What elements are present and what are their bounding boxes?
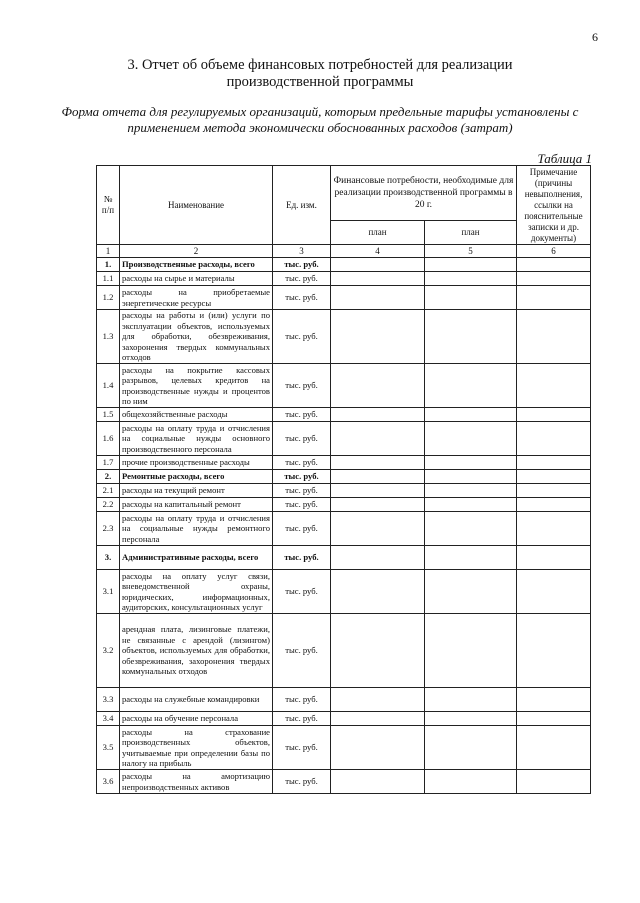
row-name: расходы на оплату услуг связи, вневедомственной охраны, юридических, информационных, аудиторских, консультационных услуг [120, 570, 273, 614]
row-name: расходы на обучение персонала [120, 712, 273, 726]
row-plan-2-value [425, 364, 517, 408]
row-plan-1-value [331, 512, 425, 546]
row-plan-1-value [331, 272, 425, 286]
row-plan-1-value [331, 498, 425, 512]
row-plan-1-value [331, 570, 425, 614]
row-plan-2-value [425, 272, 517, 286]
row-plan-1-value [331, 456, 425, 470]
row-plan-2-value [425, 408, 517, 422]
row-note [517, 286, 591, 310]
row-number: 1.2 [97, 286, 120, 310]
row-number: 3.5 [97, 726, 120, 770]
row-note [517, 512, 591, 546]
document-title: 3. Отчет об объеме финансовых потребностей для реализации производственной программы [127, 57, 513, 90]
row-note [517, 614, 591, 688]
row-number: 1. [97, 258, 120, 272]
row-plan-2-value [425, 512, 517, 546]
table-row [97, 272, 591, 286]
row-unit: тыс. руб. [273, 456, 331, 470]
row-unit: тыс. руб. [273, 546, 331, 570]
row-name: расходы на амортизацию непроизводственных активов [120, 770, 273, 794]
header-financial-needs: Финансовые потребности, необходимые для реализации производственной программы в 20 г. [331, 166, 517, 221]
row-plan-1-value [331, 258, 425, 272]
row-unit: тыс. руб. [273, 272, 331, 286]
row-number: 1.5 [97, 408, 120, 422]
header-plan-1: план [331, 221, 425, 245]
row-note [517, 310, 591, 364]
table-row [97, 484, 591, 498]
row-unit: тыс. руб. [273, 712, 331, 726]
row-plan-2-value [425, 470, 517, 484]
row-number: 1.3 [97, 310, 120, 364]
row-name: расходы на текущий ремонт [120, 484, 273, 498]
row-note [517, 258, 591, 272]
row-unit: тыс. руб. [273, 512, 331, 546]
row-plan-1-value [331, 422, 425, 456]
row-plan-2-value [425, 258, 517, 272]
row-note [517, 498, 591, 512]
row-number: 3.6 [97, 770, 120, 794]
table-row [97, 470, 591, 484]
row-plan-1-value [331, 614, 425, 688]
row-name: прочие производственные расходы [120, 456, 273, 470]
table-row [97, 570, 591, 614]
row-name: арендная плата, лизинговые платежи, не связанные с арендой (лизингом) объектов, используемых для обработки, обезвреживания, захоронения твердых коммунальных отходов [120, 614, 273, 688]
header-unit: Ед. изм. [273, 166, 331, 245]
row-note [517, 456, 591, 470]
row-plan-1-value [331, 688, 425, 712]
column-number: 4 [331, 245, 425, 258]
row-plan-2-value [425, 310, 517, 364]
row-unit: тыс. руб. [273, 770, 331, 794]
row-note [517, 688, 591, 712]
table-row [97, 408, 591, 422]
row-plan-2-value [425, 484, 517, 498]
row-plan-1-value [331, 484, 425, 498]
column-number: 5 [425, 245, 517, 258]
header-num: № п/п [97, 166, 120, 245]
table-row [97, 310, 591, 364]
page-number: 6 [592, 30, 598, 44]
row-number: 2.2 [97, 498, 120, 512]
row-plan-2-value [425, 770, 517, 794]
header-plan-2: план [425, 221, 517, 245]
row-plan-1-value [331, 310, 425, 364]
row-plan-2-value [425, 546, 517, 570]
row-number: 3.2 [97, 614, 120, 688]
row-plan-2-value [425, 712, 517, 726]
row-note [517, 484, 591, 498]
header-note: Примечание (причины невыполнения, ссылки на пояснительные записки и др. документы) [517, 166, 591, 245]
row-name: Производственные расходы, всего [120, 258, 273, 272]
row-plan-1-value [331, 364, 425, 408]
header-name: Наименование [120, 166, 273, 245]
row-plan-2-value [425, 726, 517, 770]
row-unit: тыс. руб. [273, 570, 331, 614]
row-unit: тыс. руб. [273, 310, 331, 364]
row-note [517, 712, 591, 726]
document-subtitle: Форма отчета для регулируемых организаций, которым предельные тарифы установлены с применением метода экономически обоснованных расходов (затрат) [61, 104, 579, 135]
row-note [517, 726, 591, 770]
table-row [97, 498, 591, 512]
row-number: 1.4 [97, 364, 120, 408]
row-note [517, 470, 591, 484]
row-unit: тыс. руб. [273, 286, 331, 310]
row-plan-2-value [425, 614, 517, 688]
row-name: расходы на страхование производственных объектов, учитываемые при определении базы по налогу на прибыль [120, 726, 273, 770]
row-note [517, 570, 591, 614]
row-plan-2-value [425, 498, 517, 512]
row-unit: тыс. руб. [273, 408, 331, 422]
row-unit: тыс. руб. [273, 484, 331, 498]
table-row [97, 770, 591, 794]
row-plan-2-value [425, 286, 517, 310]
row-note [517, 546, 591, 570]
table-row [97, 726, 591, 770]
table-caption: Таблица 1 [537, 151, 592, 166]
row-plan-2-value [425, 456, 517, 470]
row-name: расходы на покрытие кассовых разрывов, целевых кредитов на производственные нужды и процентов по ним [120, 364, 273, 408]
column-number: 1 [97, 245, 120, 258]
row-plan-1-value [331, 726, 425, 770]
row-number: 2.1 [97, 484, 120, 498]
row-number: 1.7 [97, 456, 120, 470]
row-name: расходы на капитальный ремонт [120, 498, 273, 512]
row-plan-1-value [331, 770, 425, 794]
row-unit: тыс. руб. [273, 498, 331, 512]
row-name: общехозяйственные расходы [120, 408, 273, 422]
row-plan-1-value [331, 712, 425, 726]
row-unit: тыс. руб. [273, 726, 331, 770]
row-unit: тыс. руб. [273, 258, 331, 272]
table-row [97, 286, 591, 310]
table-row [97, 688, 591, 712]
row-name: расходы на сырье и материалы [120, 272, 273, 286]
row-name: расходы на оплату труда и отчисления на социальные нужды ремонтного персонала [120, 512, 273, 546]
row-number: 1.6 [97, 422, 120, 456]
row-name: Ремонтные расходы, всего [120, 470, 273, 484]
row-note [517, 408, 591, 422]
row-unit: тыс. руб. [273, 364, 331, 408]
row-unit: тыс. руб. [273, 422, 331, 456]
row-note [517, 364, 591, 408]
row-number: 3.4 [97, 712, 120, 726]
table-row [97, 546, 591, 570]
row-number: 3. [97, 546, 120, 570]
table-row [97, 258, 591, 272]
table-row [97, 422, 591, 456]
column-number: 6 [517, 245, 591, 258]
row-name: расходы на служебные командировки [120, 688, 273, 712]
row-plan-2-value [425, 570, 517, 614]
row-unit: тыс. руб. [273, 688, 331, 712]
row-note [517, 422, 591, 456]
row-name: Административные расходы, всего [120, 546, 273, 570]
row-note [517, 272, 591, 286]
table-row [97, 712, 591, 726]
row-number: 2.3 [97, 512, 120, 546]
report-table [96, 165, 591, 794]
row-number: 3.3 [97, 688, 120, 712]
row-plan-1-value [331, 470, 425, 484]
row-plan-1-value [331, 408, 425, 422]
table-row [97, 614, 591, 688]
row-unit: тыс. руб. [273, 614, 331, 688]
row-unit: тыс. руб. [273, 470, 331, 484]
row-plan-1-value [331, 286, 425, 310]
table-row [97, 512, 591, 546]
table-row [97, 456, 591, 470]
row-note [517, 770, 591, 794]
row-number: 3.1 [97, 570, 120, 614]
table-row [97, 364, 591, 408]
row-plan-2-value [425, 422, 517, 456]
row-plan-1-value [331, 546, 425, 570]
row-number: 1.1 [97, 272, 120, 286]
row-number: 2. [97, 470, 120, 484]
column-number: 2 [120, 245, 273, 258]
row-name: расходы на приобретаемые энергетические ресурсы [120, 286, 273, 310]
row-name: расходы на оплату труда и отчисления на социальные нужды основного производственного персонала [120, 422, 273, 456]
column-number: 3 [273, 245, 331, 258]
row-name: расходы на работы и (или) услуги по эксплуатации объектов, используемых для обработки, обезвреживания, захоронения твердых коммунальных отходов [120, 310, 273, 364]
row-plan-2-value [425, 688, 517, 712]
